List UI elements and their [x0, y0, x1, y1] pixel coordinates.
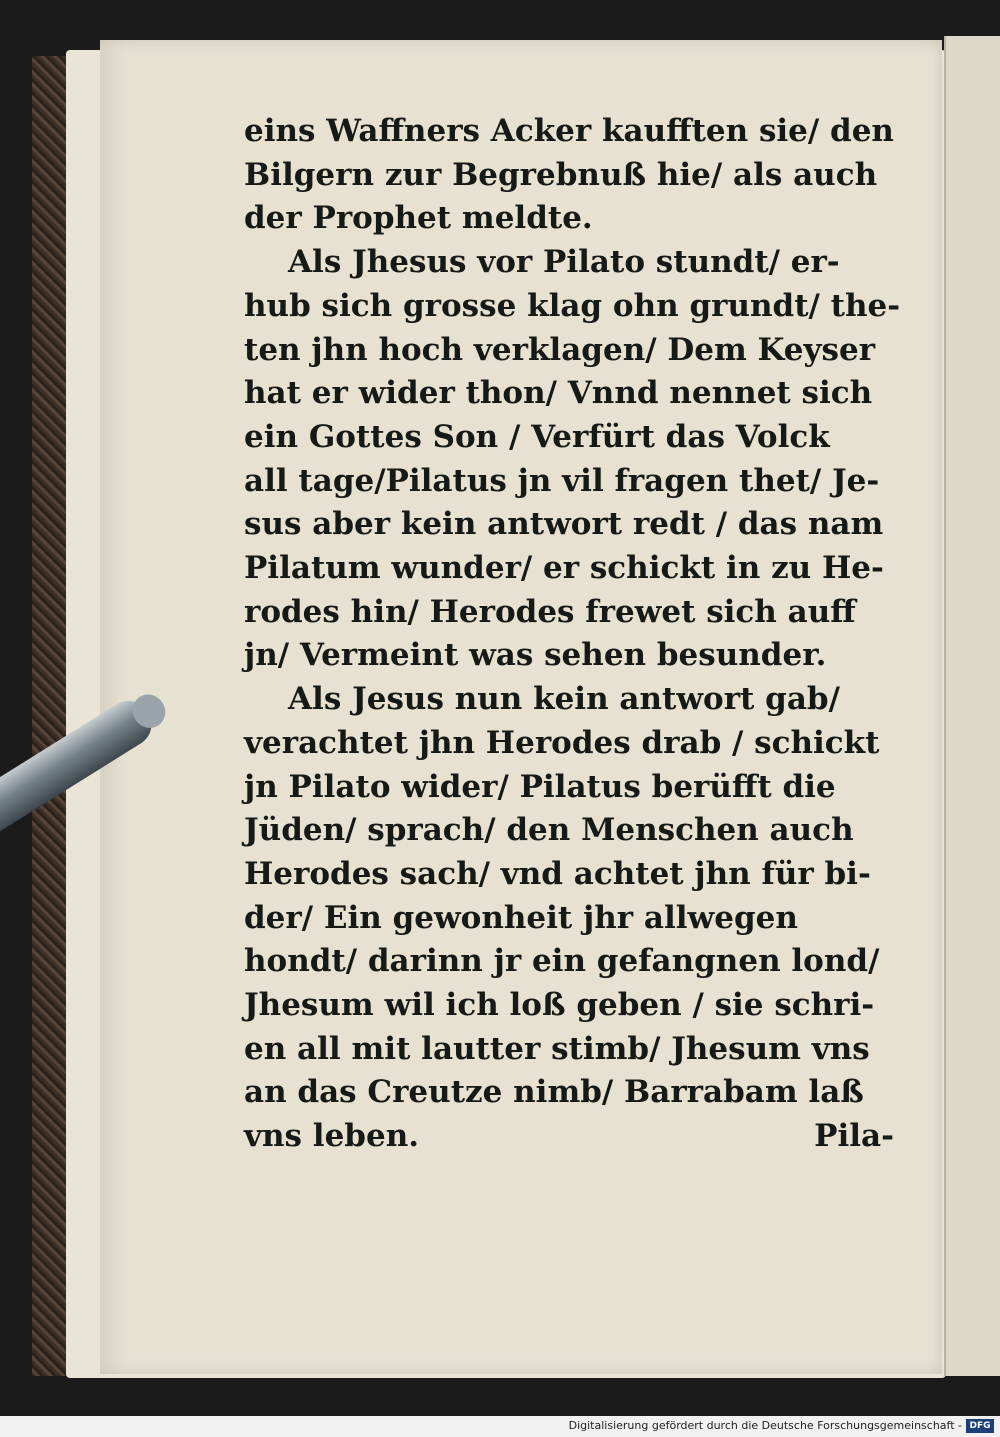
text-line: Jüden/ sprach/ den Menschen auch: [244, 812, 854, 849]
text-line: all tage/Pilatus jn vil fragen thet/ Je-: [244, 462, 880, 499]
text-line: rodes hin/ Herodes frewet sich auff: [244, 593, 856, 630]
footer-bar: [0, 1416, 1000, 1437]
text-line: der/ Ein gewonheit jhr allwegen: [244, 899, 798, 936]
text-line: verachtet jhn Herodes drab / schickt: [244, 724, 880, 761]
page-text: [244, 110, 901, 1159]
text-line: ein Gottes Son / Verfürt das Volck: [244, 418, 830, 455]
text-line: Pilatum wunder/ er schickt in zu He-: [244, 550, 884, 587]
facing-page-edge: [944, 36, 1000, 1376]
text-line: Herodes sach/ vnd achtet jhn für bi-: [244, 855, 871, 892]
text-line: Bilgern zur Begrebnuß hie/ als auch: [244, 156, 878, 193]
text-line: hat er wider thon/ Vnnd nennet sich: [244, 375, 873, 412]
text-line: sus aber kein antwort redt / das nam: [244, 506, 884, 543]
footer-credit: Digitalisierung gefördert durch die Deutsche Forschungsgemeinschaft -: [568, 1419, 962, 1432]
text-line: Als Jhesus vor Pilato stundt/ er-: [288, 244, 840, 281]
text-line: hub sich grosse klag ohn grundt/ the-: [244, 287, 901, 324]
text-line: hondt/ darinn jr ein gefangnen lond/: [244, 943, 880, 980]
text-line: an das Creutze nimb/ Barrabam laß: [244, 1074, 864, 1111]
last-line-with-catchword: [244, 1115, 894, 1159]
text-line: ten jhn hoch verklagen/ Dem Keyser: [244, 331, 876, 368]
text-line: jn Pilato wider/ Pilatus berüfft die: [244, 768, 836, 805]
text-line: jn/ Vermeint was sehen besunder.: [244, 637, 827, 674]
text-line: Als Jesus nun kein antwort gab/: [288, 681, 840, 718]
text-line: Jhesum wil ich loß geben / sie schri-: [244, 987, 875, 1024]
catchword: Pila-: [814, 1118, 894, 1155]
text-line: eins Waffners Acker kaufften sie/ den: [244, 113, 894, 149]
text-line: der Prophet meldte.: [244, 200, 593, 237]
text-line: en all mit lautter stimb/ Jhesum vns: [244, 1030, 870, 1067]
text-line: vns leben.: [244, 1118, 420, 1155]
dfg-logo: DFG: [966, 1419, 994, 1433]
